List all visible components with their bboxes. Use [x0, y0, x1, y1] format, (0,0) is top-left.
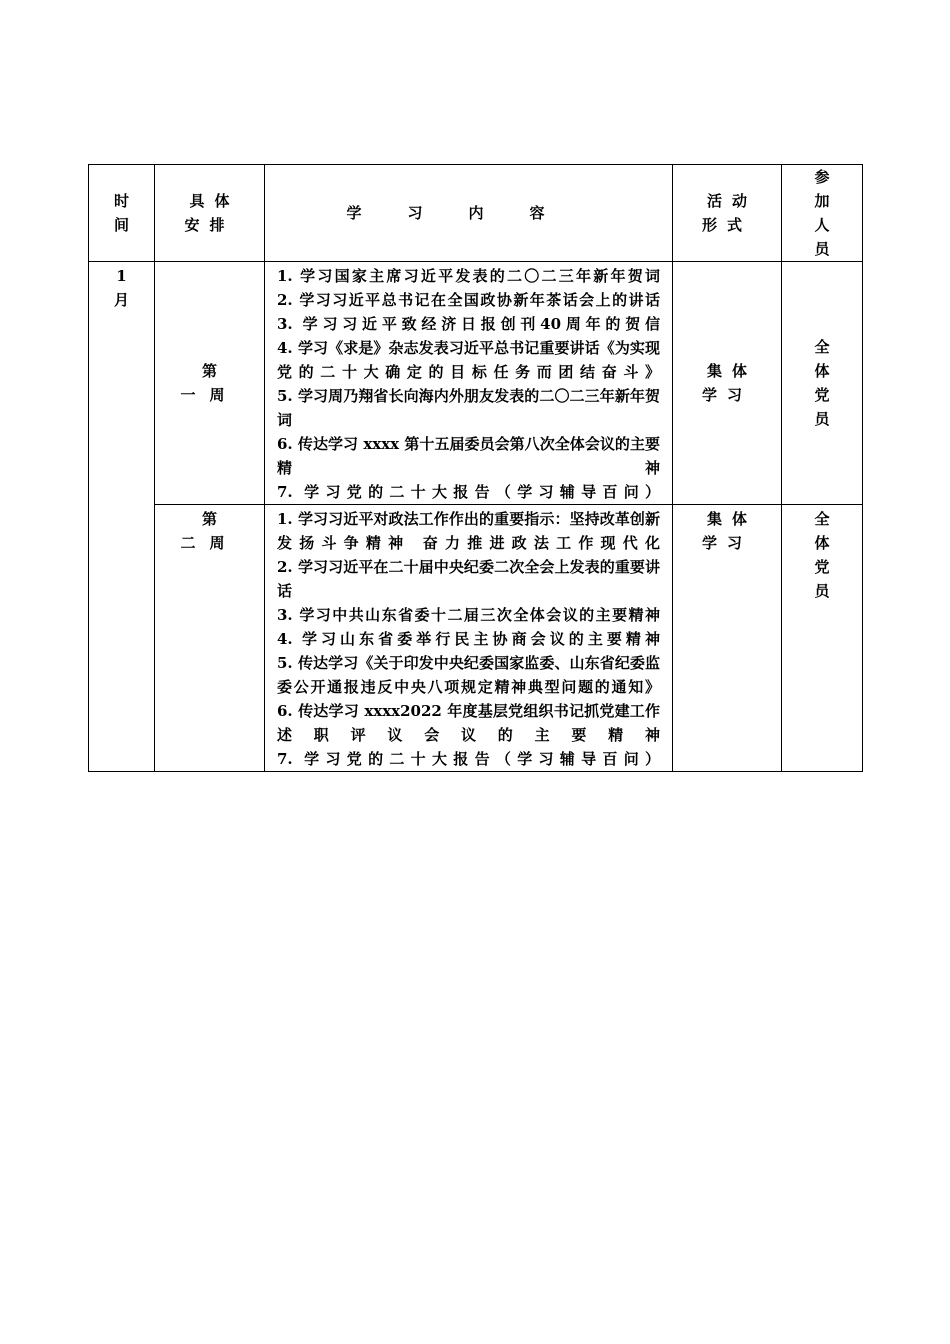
week-1-item: 5. 学习周乃翔省长向海内外朋友发表的二〇二三年新年贺词: [277, 387, 660, 429]
week-1-item: 1. 学习国家主席习近平发表的二〇二三年新年贺词: [277, 267, 660, 285]
week-2-form: 集体学习: [673, 505, 782, 772]
week-1-people: 全体党员: [782, 262, 863, 505]
week-2-content: [265, 505, 673, 772]
week-1-item: 2. 学习习近平总书记在全国政协新年茶话会上的讲话: [277, 291, 660, 309]
week-1-item: 3. 学习习近平致经济日报创刊40周年的贺信: [277, 315, 660, 333]
header-arrangement: 具体安排: [155, 165, 265, 262]
week-1-form: 集体学习: [673, 262, 782, 505]
week-2-item: 5. 传达学习《关于印发中央纪委国家监委、山东省纪委监委公开通报违反中央八项规定精神典型问题的通知》: [277, 654, 660, 696]
header-row: [89, 165, 863, 262]
week-1-label: 第一周: [155, 262, 265, 505]
month-cell: 1月: [89, 262, 155, 772]
week-2-item: 3. 学习中共山东省委十二届三次全体会议的主要精神: [277, 606, 660, 624]
header-form: 活动形式: [673, 165, 782, 262]
week-1-content: [265, 262, 673, 505]
week-2-item: 6. 传达学习 xxxx2022 年度基层党组织书记抓党建工作述职评议会议的主要精神: [277, 702, 660, 744]
week-2-item: 4. 学习山东省委举行民主协商会议的主要精神: [277, 630, 660, 648]
week-1-item: 4. 学习《求是》杂志发表习近平总书记重要讲话《为实现党的二十大确定的目标任务而团结奋斗》: [277, 339, 660, 381]
week-1-row: [89, 262, 863, 505]
week-1-item: 6. 传达学习 xxxx 第十五届委员会第八次全体会议的主要精神: [277, 435, 660, 477]
study-plan-table: [88, 164, 863, 772]
week-1-item: 7. 学习党的二十大报告（学习辅导百问）: [277, 483, 660, 501]
header-content: 学习内容: [265, 165, 673, 262]
week-2-people: 全体党员: [782, 505, 863, 772]
week-2-row: [89, 505, 863, 772]
week-2-item: 7. 学习党的二十大报告（学习辅导百问）: [277, 750, 660, 768]
header-people: 参加人员: [782, 165, 863, 262]
week-2-label: 第二周: [155, 505, 265, 772]
header-time: 时间: [89, 165, 155, 262]
week-2-item: 1. 学习习近平对政法工作作出的重要指示：坚持改革创新发扬斗争精神 奋力推进政法工作现代化: [277, 510, 660, 552]
week-2-item: 2. 学习习近平在二十届中央纪委二次全会上发表的重要讲话: [277, 558, 660, 600]
